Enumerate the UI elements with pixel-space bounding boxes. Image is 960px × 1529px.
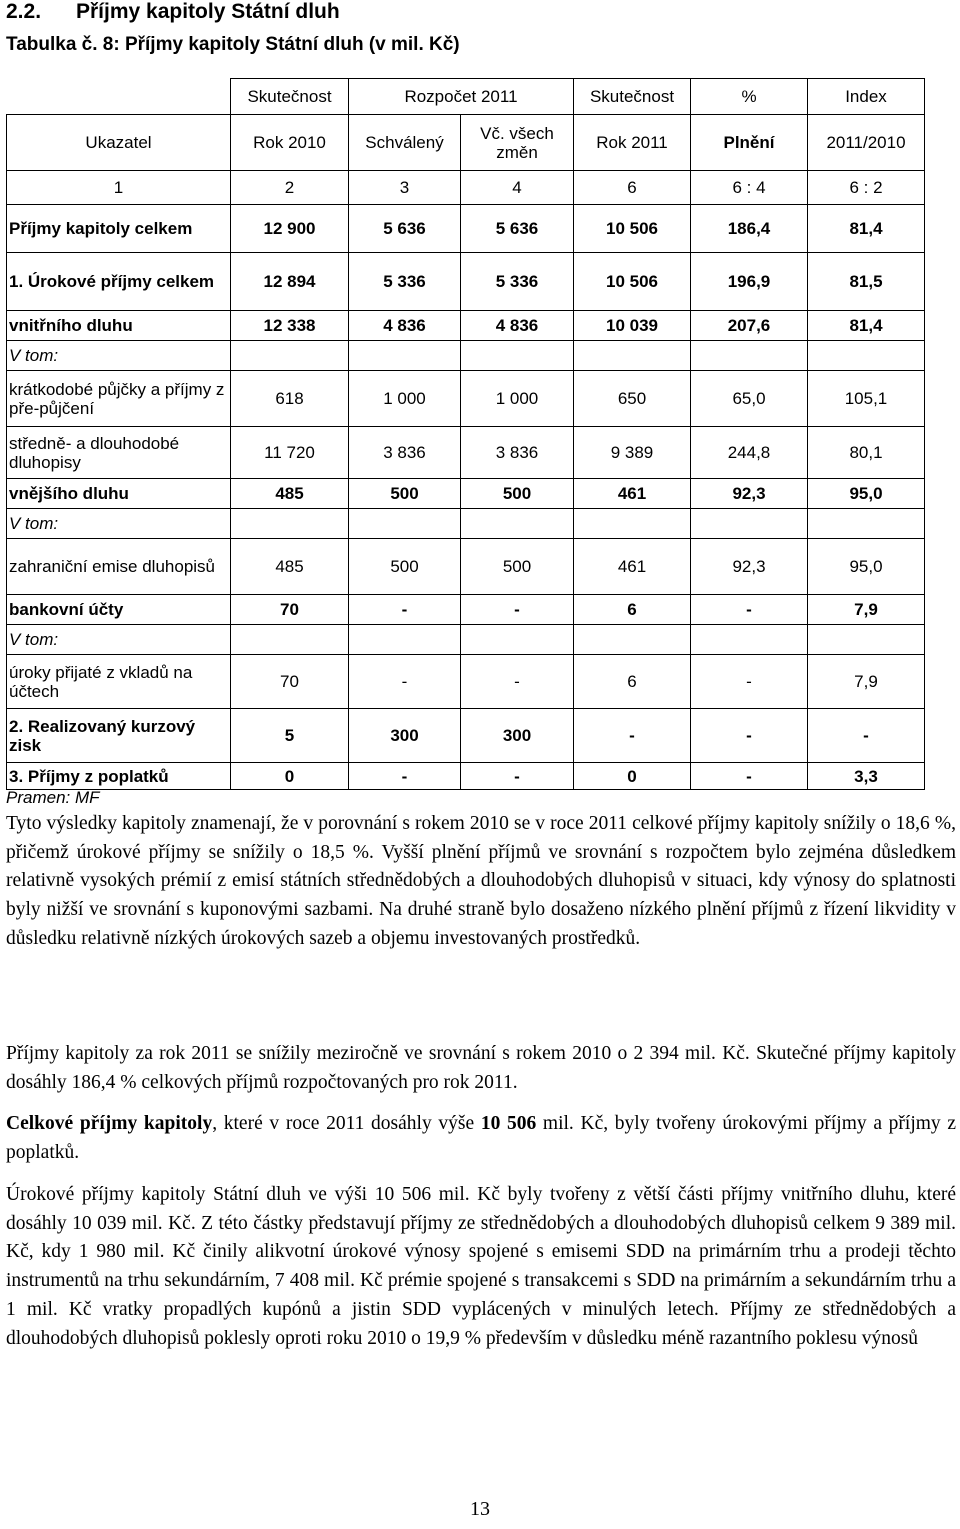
row-value [349, 625, 461, 655]
row-value: 95,0 [808, 539, 925, 595]
row-value [349, 509, 461, 539]
row-value: 4 836 [349, 311, 461, 341]
row-label: V tom: [7, 341, 231, 371]
row-value: - [461, 655, 574, 709]
row-value: 461 [574, 539, 691, 595]
paragraph-3-text-2: mil. Kč, byly tvořeny úrokovými příjmy a příjmy z poplatků. [6, 1113, 956, 1163]
row-label: bankovní účty [7, 595, 231, 625]
header-cell: 2 [231, 171, 349, 205]
row-value: 244,8 [691, 427, 808, 479]
header-cell: 6 : 2 [808, 171, 925, 205]
paragraph-2: Příjmy kapitoly za rok 2011 se snížily meziročně ve srovnání s rokem 2010 o 2 394 mil. Kč. Skutečné příjmy kapitoly dosáhly 186,4 % celkových příjmů rozpočtovaných pro rok 2011. [6, 1043, 956, 1093]
header-cell: Rok 2010 [231, 115, 349, 171]
page-number: 13 [470, 1498, 490, 1520]
row-value [231, 509, 349, 539]
paragraph-3-bold-1: Celkové příjmy kapitoly [6, 1113, 213, 1134]
row-value: 500 [461, 479, 574, 509]
row-value: - [461, 595, 574, 625]
row-value: 9 389 [574, 427, 691, 479]
table-row [7, 253, 925, 311]
row-label: vnějšího dluhu [7, 479, 231, 509]
header-cell: 1 [7, 171, 231, 205]
row-value: 0 [574, 763, 691, 790]
table-row [7, 205, 925, 253]
row-value: 650 [574, 371, 691, 427]
table-row [7, 311, 925, 341]
row-value: 0 [231, 763, 349, 790]
row-value: 3,3 [808, 763, 925, 790]
section-heading [6, 0, 340, 24]
row-value: 81,4 [808, 205, 925, 253]
row-value: 12 338 [231, 311, 349, 341]
table-row [7, 509, 925, 539]
row-value [574, 341, 691, 371]
row-value: - [691, 709, 808, 763]
row-value [574, 509, 691, 539]
header-cell: Rok 2011 [574, 115, 691, 171]
table-row [7, 341, 925, 371]
row-value: - [691, 595, 808, 625]
row-value: - [349, 595, 461, 625]
header-empty [7, 79, 231, 115]
row-value: 5 636 [461, 205, 574, 253]
row-value: 7,9 [808, 655, 925, 709]
header-cell: Schválený [349, 115, 461, 171]
header-cell: 2011/2010 [808, 115, 925, 171]
header-cell: 4 [461, 171, 574, 205]
row-value: 92,3 [691, 539, 808, 595]
row-value: 485 [231, 479, 349, 509]
header-cell: % [691, 79, 808, 115]
row-value: 6 [574, 595, 691, 625]
header-cell: Vč. všech změn [461, 115, 574, 171]
row-value: 500 [349, 479, 461, 509]
row-value: 70 [231, 655, 349, 709]
row-value: 10 506 [574, 253, 691, 311]
row-value [461, 341, 574, 371]
row-value: 500 [349, 539, 461, 595]
paragraph-3-bold-2: 10 506 [480, 1113, 537, 1134]
row-value [349, 341, 461, 371]
row-value [231, 625, 349, 655]
table-row [7, 763, 925, 790]
paragraph-1: Tyto výsledky kapitoly znamenají, že v porovnání s rokem 2010 se v roce 2011 celkové příjmy kapitoly snížily o 18,6 %, přičemž úrokové příjmy se snížily o 18,5 %. Vyšší plnění příjmů ve srovnání s rozpočtem bylo zejména důsledkem relativně vysokých prémií z emisí státních střednědobých a dlouhodobých dluhopisů v situaci, kdy výnosy do splatnosti byly nižší ve srovnání s kuponovými sazbami. Na druhé straně bylo dosaženo nízkého plnění příjmů z řízení likvidity v důsledku relativně nízkých úrokových sazeb a objemu investovaných prostředků. [6, 813, 956, 949]
header-cell: Ukazatel [7, 115, 231, 171]
table-row [7, 655, 925, 709]
row-value: - [349, 763, 461, 790]
paragraph-4: Úrokové příjmy kapitoly Státní dluh ve výši 10 506 mil. Kč byly tvořeny z větší části příjmy vnitřního dluhu, které dosáhly 10 039 mil. Kč. Z této částky představují příjmy ze střednědobých a dlouhodobých dluhopisů celkem 9 389 mil. Kč, kdy 1 980 mil. Kč činily alikvotní úrokové výnosy spojené s emisemi SDD na primárním trhu a prodeji těchto instrumentů na trhu sekundárním, 7 408 mil. Kč prémie spojené s transakcemi s SDD na primárním a sekundárním trhu a 1 mil. Kč vratky propadlých kupónů a jistin SDD vyplácených v minulých letech. Příjmy ze střednědobých a dlouhodobých dluhopisů poklesly oproti roku 2010 o 19,9 % především v důsledku méně razantního poklesu výnosů [6, 1184, 956, 1349]
row-value: 300 [461, 709, 574, 763]
row-value: 92,3 [691, 479, 808, 509]
row-value: 5 336 [461, 253, 574, 311]
row-value: 81,4 [808, 311, 925, 341]
row-value: 1 000 [461, 371, 574, 427]
row-value: 3 836 [461, 427, 574, 479]
row-value: 12 900 [231, 205, 349, 253]
table-caption: Tabulka č. 8: Příjmy kapitoly Státní dluh (v mil. Kč) [6, 34, 460, 55]
header-cell: Skutečnost [574, 79, 691, 115]
header-row-3 [7, 171, 925, 205]
row-value [808, 509, 925, 539]
row-value: 105,1 [808, 371, 925, 427]
row-label: zahraniční emise dluhopisů [7, 539, 231, 595]
row-value: 485 [231, 539, 349, 595]
row-value [461, 625, 574, 655]
row-value [691, 509, 808, 539]
row-value: - [691, 655, 808, 709]
row-value: 7,9 [808, 595, 925, 625]
paragraph-3 [6, 1110, 956, 1167]
row-value: 500 [461, 539, 574, 595]
row-value: 300 [349, 709, 461, 763]
row-value: 6 [574, 655, 691, 709]
header-cell: Rozpočet 2011 [349, 79, 574, 115]
row-value: 618 [231, 371, 349, 427]
table-row [7, 625, 925, 655]
row-value: - [349, 655, 461, 709]
header-cell: Skutečnost [231, 79, 349, 115]
section-number: 2.2. [6, 0, 42, 23]
income-table [6, 78, 925, 790]
row-value: 10 039 [574, 311, 691, 341]
row-value: 70 [231, 595, 349, 625]
row-value: 10 506 [574, 205, 691, 253]
table-row [7, 427, 925, 479]
row-label: 2. Realizovaný kurzový zisk [7, 709, 231, 763]
row-value: - [461, 763, 574, 790]
row-value: 81,5 [808, 253, 925, 311]
row-value [691, 341, 808, 371]
row-value: 461 [574, 479, 691, 509]
header-cell: 3 [349, 171, 461, 205]
row-value: 196,9 [691, 253, 808, 311]
row-value: 80,1 [808, 427, 925, 479]
table-row [7, 371, 925, 427]
row-label: krátkodobé půjčky a příjmy z pře-půjčení [7, 371, 231, 427]
row-value: 4 836 [461, 311, 574, 341]
header-cell: Index [808, 79, 925, 115]
table-row [7, 539, 925, 595]
row-label: úroky přijaté z vkladů na účtech [7, 655, 231, 709]
row-value: 12 894 [231, 253, 349, 311]
row-value: 95,0 [808, 479, 925, 509]
row-value [574, 625, 691, 655]
row-value [691, 625, 808, 655]
section-title: Příjmy kapitoly Státní dluh [76, 0, 340, 23]
table-row [7, 479, 925, 509]
header-row-2 [7, 115, 925, 171]
paragraph-3-text-1: , které v roce 2011 dosáhly výše [212, 1113, 481, 1134]
row-label: Příjmy kapitoly celkem [7, 205, 231, 253]
row-value [808, 341, 925, 371]
row-value [231, 341, 349, 371]
row-value: 3 836 [349, 427, 461, 479]
row-label: 1. Úrokové příjmy celkem [7, 253, 231, 311]
header-row-1 [7, 79, 925, 115]
row-value: 5 [231, 709, 349, 763]
row-value: - [691, 763, 808, 790]
header-cell: 6 : 4 [691, 171, 808, 205]
row-label: V tom: [7, 509, 231, 539]
row-value: 5 336 [349, 253, 461, 311]
row-label: středně- a dlouhodobé dluhopisy [7, 427, 231, 479]
row-value [461, 509, 574, 539]
row-value [808, 625, 925, 655]
row-value: 5 636 [349, 205, 461, 253]
table-row [7, 595, 925, 625]
table-row [7, 709, 925, 763]
table-source: Pramen: MF [6, 788, 100, 807]
row-label: V tom: [7, 625, 231, 655]
row-value: 186,4 [691, 205, 808, 253]
row-value: 65,0 [691, 371, 808, 427]
row-value: 11 720 [231, 427, 349, 479]
row-label: 3. Příjmy z poplatků [7, 763, 231, 790]
row-label: vnitřního dluhu [7, 311, 231, 341]
row-value: 1 000 [349, 371, 461, 427]
row-value: - [574, 709, 691, 763]
header-cell: 6 [574, 171, 691, 205]
row-value: 207,6 [691, 311, 808, 341]
header-cell: Plnění [691, 115, 808, 171]
row-value: - [808, 709, 925, 763]
